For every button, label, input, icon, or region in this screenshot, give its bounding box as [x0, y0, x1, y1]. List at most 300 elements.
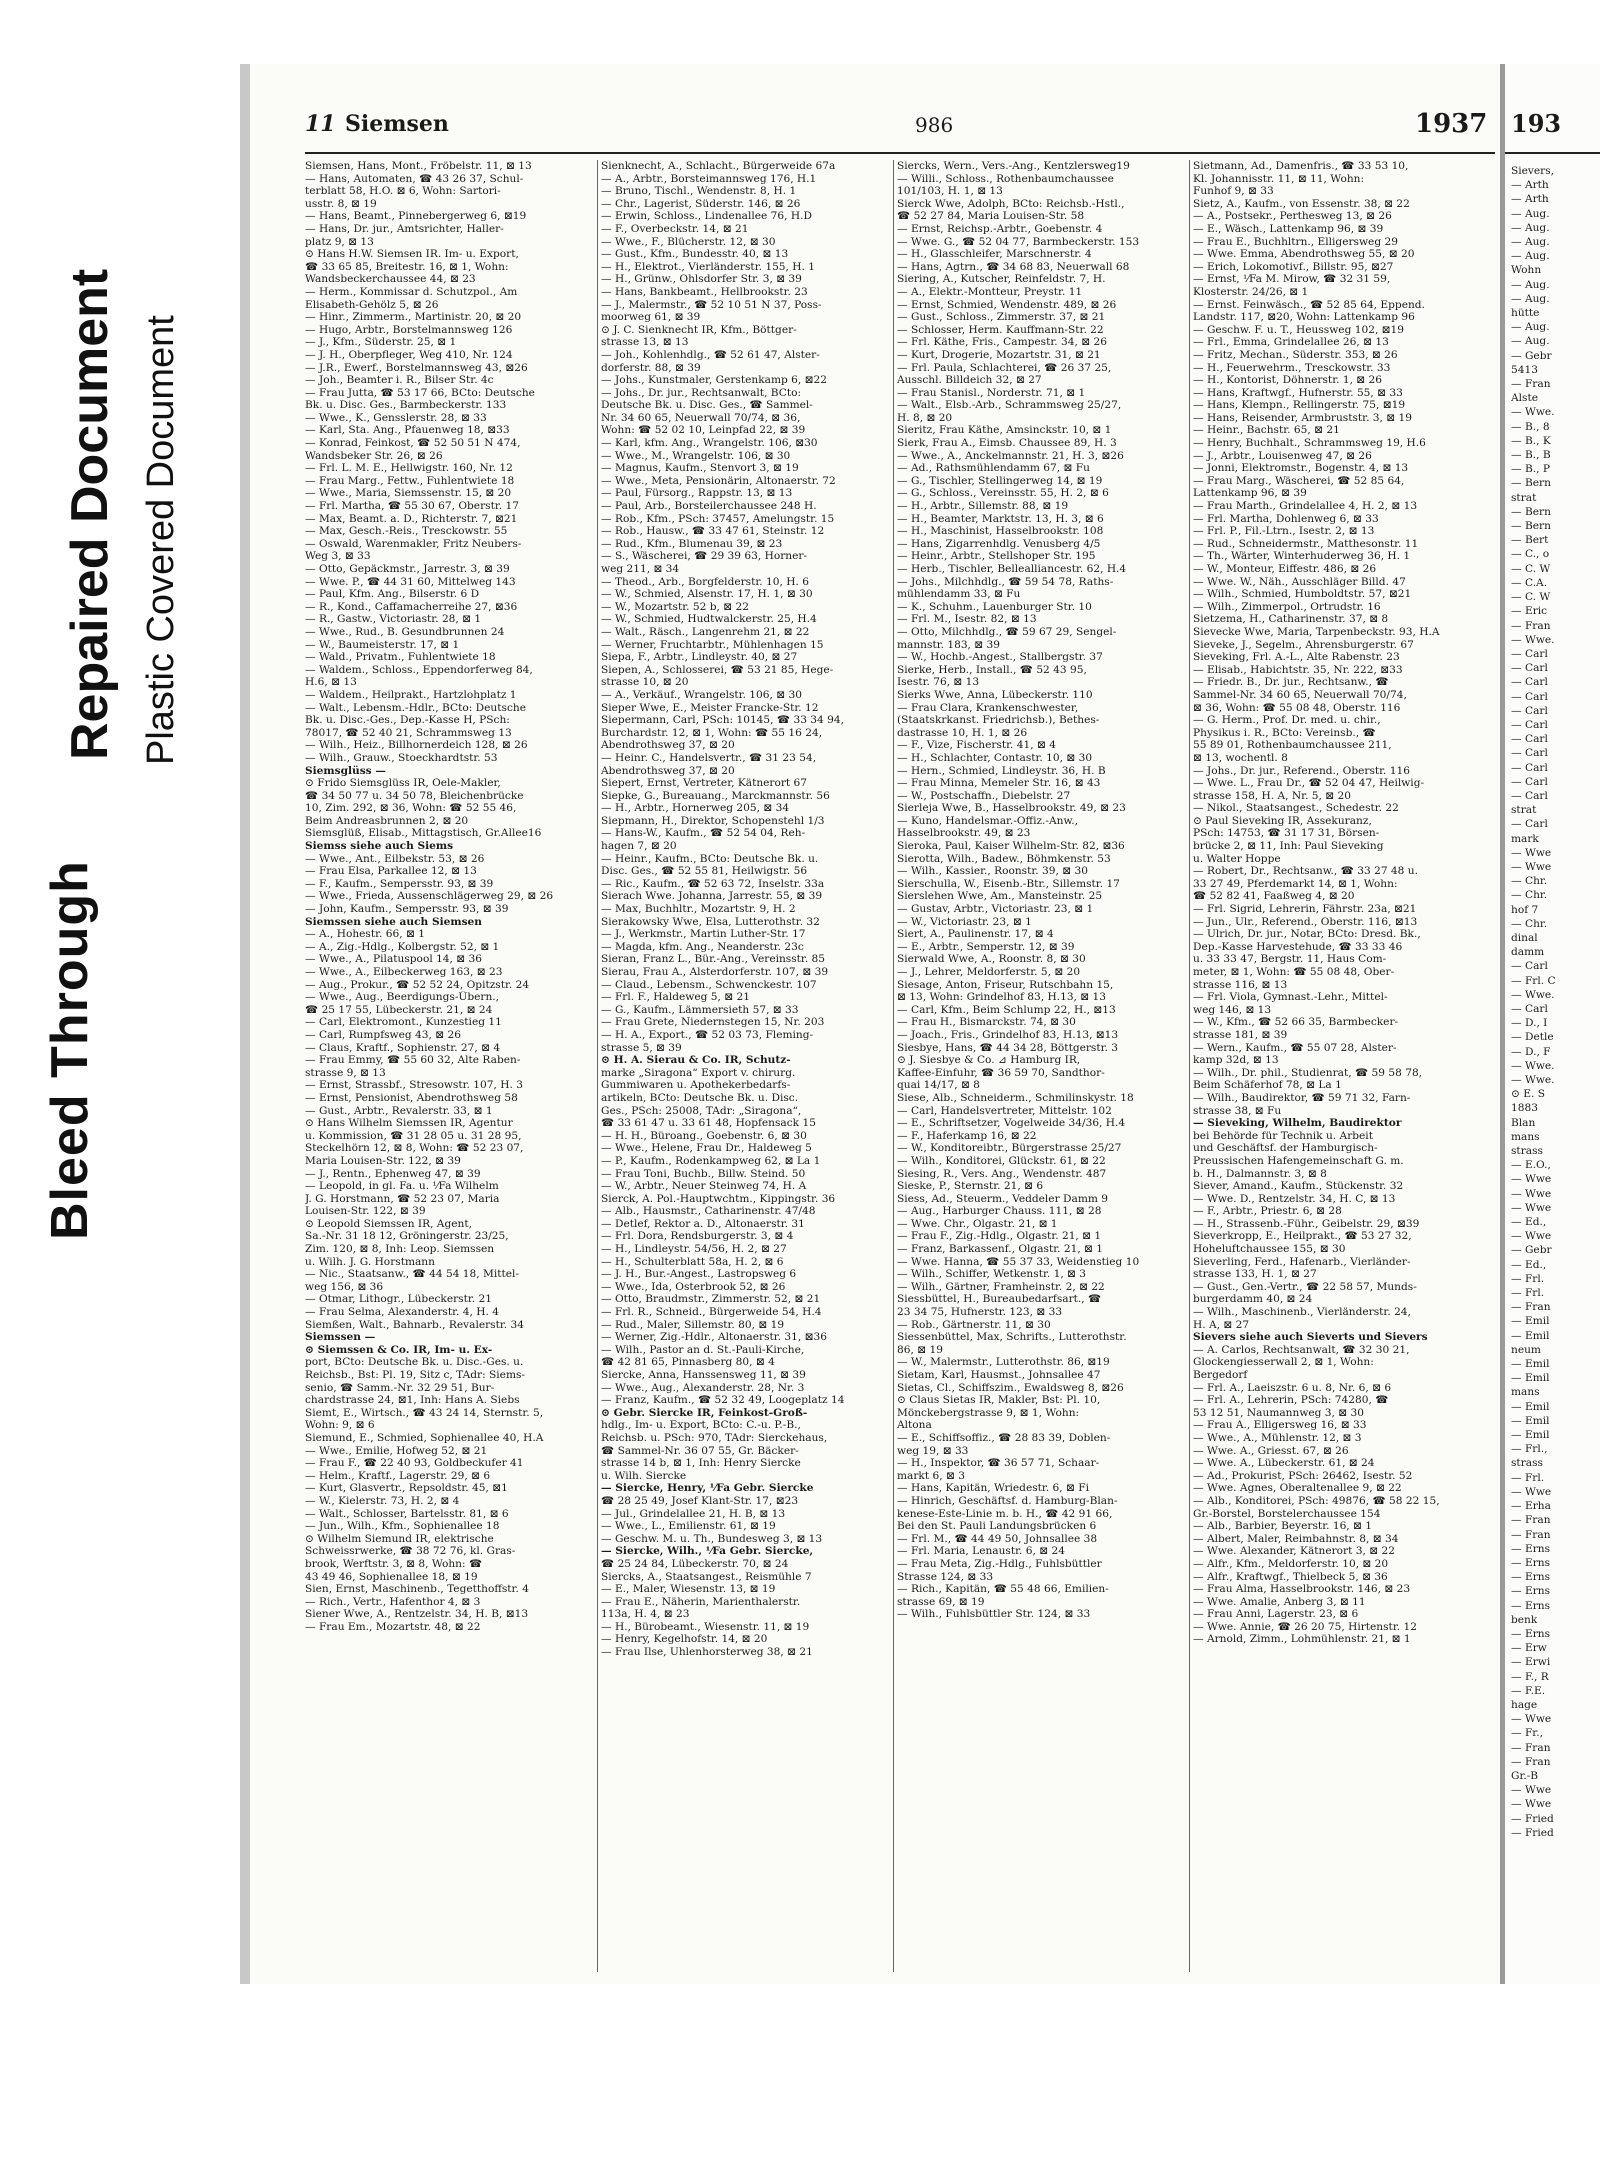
directory-entry: Sierck, A. Pol.-Hauptwchtm., Kippingstr. 36 [601, 1192, 836, 1205]
directory-entry: strasse 9, ⊠ 13 [305, 1066, 386, 1079]
directory-entry: — Franz, Barkassenf., Olgastr. 21, ⊠ 1 [897, 1243, 1104, 1256]
directory-entry: Siemt, E., Wirtsch., ☎ 43 24 14, Sternstr. 5, [305, 1406, 544, 1419]
directory-entry: Ausschl. Billdeich 32, ⊠ 27 [897, 374, 1042, 387]
directory-entry: Kaffee-Einfuhr, ☎ 36 59 70, Sandthor- [897, 1066, 1105, 1079]
directory-entry: Sierakowsky Wwe, Elsa, Lutterothstr. 32 [601, 915, 820, 928]
directory-entry: — Wilh., Heiz., Billhornerdeich 128, ⊠ 26 [305, 739, 528, 752]
directory-entry: — Ric., Kaufm., ☎ 52 63 72, Inselstr. 33a [601, 877, 825, 890]
directory-entry: — K., Schuhm., Lauenburger Str. 10 [897, 600, 1092, 613]
adjacent-entry: neum [1511, 1343, 1541, 1356]
directory-entry: ☎ Sammel-Nr. 36 07 55, Gr. Bäcker- [601, 1444, 799, 1457]
adjacent-entry: — Wwe [1511, 846, 1552, 859]
adjacent-entry: — Erns [1511, 1571, 1551, 1584]
directory-entry: — Friedr. B., Dr. jur., Rechtsanw., ☎ [1193, 676, 1389, 689]
directory-entry: ⊙ H. A. Sierau & Co. IR, Schutz- [601, 1054, 791, 1067]
directory-entry: mühlendamm 33, ⊠ Fu [897, 588, 1021, 601]
directory-entry: Siepermann, Carl, PSch: 10145, ☎ 33 34 94, [601, 714, 844, 727]
directory-entry: Siesage, Anton, Friseur, Rutschbahn 15, [897, 978, 1114, 991]
directory-entry: strasse 158, H. A, Nr. 5, ⊠ 20 [1193, 789, 1352, 802]
adjacent-entry: — Ed., [1511, 1258, 1547, 1271]
directory-entry: — Wilh., Baudirektor, ☎ 59 71 32, Farn- [1193, 1091, 1411, 1104]
directory-entry: 10, Zim. 292, ⊠ 36, Wohn: ☎ 52 55 46, [305, 802, 517, 815]
adjacent-page-entries [1511, 164, 1600, 1840]
directory-entry: kamp 32d, ⊠ 13 [1193, 1054, 1279, 1067]
directory-entry: — Wwe., A., Anckelmannstr. 21, H. 3, ⊠26 [897, 449, 1124, 462]
directory-entry: — Frl. P., Fil.-Ltrn., Isestr. 2, ⊠ 13 [1193, 525, 1375, 538]
directory-entry: — Frl. M., Isestr. 82, ⊠ 13 [897, 613, 1037, 626]
directory-entry: strasse 5, ⊠ 39 [601, 1041, 682, 1054]
directory-entry: — Karl, kfm. Ang., Wrangelstr. 106, ⊠30 [601, 437, 818, 450]
directory-entry: — Jun., Wilh., Kfm., Sophienallee 18 [305, 1520, 500, 1533]
adjacent-entry: — Wwe [1511, 1713, 1552, 1726]
directory-entry: — Otto, Braudmstr., Zimmerstr. 52, ⊠ 21 [601, 1293, 821, 1306]
directory-entry: — Wwe., Maria, Siemssenstr. 15, ⊠ 20 [305, 487, 512, 500]
directory-entry: Siemssen — [305, 1331, 376, 1344]
page-header [305, 109, 1495, 149]
directory-entry: — A. Carlos, Rechtsanwalt, ☎ 32 30 21, [1193, 1343, 1410, 1356]
adjacent-entry: — E.O., [1511, 1159, 1551, 1172]
directory-entry: Wandsbeker Str. 26, ⊠ 26 [305, 449, 443, 462]
adjacent-entry: — C. W [1511, 591, 1551, 604]
directory-entry: — Wwe. Amalie, Anberg 3, ⊠ 11 [1193, 1595, 1366, 1608]
directory-entry: — W., Monteur, Eiffestr. 486, ⊠ 26 [1193, 563, 1377, 575]
directory-entry: Siese, Alb., Schneiderm., Schmilinskystr. 18 [897, 1091, 1134, 1104]
adjacent-entry: — Wwe. [1511, 1059, 1555, 1072]
adjacent-entry: — Fran [1511, 1514, 1551, 1527]
directory-entry: ☎ 28 25 49, Josef Klant-Str. 17, ⊠23 [601, 1494, 799, 1507]
directory-entry: u. Wilh. Siercke [601, 1469, 687, 1482]
directory-entry: Lattenkamp 96, ⊠ 39 [1193, 487, 1307, 500]
adjacent-entry: strass [1511, 1457, 1543, 1470]
directory-entry: — Frau Selma, Alexanderstr. 4, H. 4 [305, 1306, 499, 1319]
directory-entry: — Frl., Emma, Grindelallee 26, ⊠ 13 [1193, 336, 1389, 349]
directory-entry: mannstr. 183, ⊠ 39 [897, 638, 1001, 651]
directory-entry: Siercks, Wern., Vers.-Ang., Kentzlersweg19 [897, 160, 1130, 172]
directory-entry: — W., Postschaffn., Diebelstr. 27 [897, 789, 1071, 802]
directory-entry: — Wwe., L., Emilienstr. 61, ⊠ 19 [601, 1520, 776, 1533]
directory-entry: Siesbye, Hans, ☎ 44 34 28, Böttgerstr. 3 [897, 1041, 1119, 1054]
directory-entry: Steckelhörn 12, ⊠ 8, Wohn: ☎ 52 23 07, [305, 1142, 524, 1155]
adjacent-entry: — Gebr [1511, 349, 1552, 362]
directory-entry: — G., Kaufm., Lämmersieth 57, ⊠ 33 [601, 1003, 799, 1016]
directory-entry: Maria Louisen-Str. 122, ⊠ 39 [305, 1154, 461, 1167]
directory-entry: — Wwe., K., Gensslerstr. 28, ⊠ 33 [305, 411, 487, 424]
directory-entry: — F., Kaufm., Sempersstr. 93, ⊠ 39 [305, 877, 494, 890]
directory-entry: — H., Glasschleifer, Marschnerstr. 4 [897, 248, 1092, 261]
directory-entry: — Hans, Dr. jur., Amtsrichter, Haller- [305, 222, 504, 235]
directory-entry: — Frl. Käthe, Fris., Campestr. 34, ⊠ 26 [897, 336, 1107, 349]
directory-entry: — Frau Meta, Zig.-Hdlg., Fuhlsbüttler [897, 1557, 1102, 1570]
directory-entry: — Elisab., Habichtstr. 35, Nr. 222, ⊠33 [1193, 663, 1403, 676]
directory-entry: Sierks Wwe, Anna, Lübeckerstr. 110 [897, 688, 1093, 701]
adjacent-entry: Wohn [1511, 264, 1542, 277]
directory-entry: strasse 38, ⊠ Fu [1193, 1104, 1282, 1117]
directory-entry: ⊠ 36, Wohn: ☎ 55 08 48, Oberstr. 116 [1193, 701, 1401, 714]
directory-entry: — Nic., Staatsanw., ☎ 44 54 18, Mittel- [305, 1268, 520, 1281]
adjacent-entry: — C.A. [1511, 576, 1548, 589]
directory-entry: ☎ 52 82 41, Faaßweg 4, ⊠ 20 [1193, 890, 1355, 903]
directory-entry: Siemßen, Walt., Bahnarb., Revalerstr. 34 [305, 1318, 524, 1331]
directory-entry: — Walt., Elsb.-Arb., Schrammsweg 25/27, [897, 399, 1122, 412]
directory-entry: Siess, Ad., Steuerm., Veddeler Damm 9 [897, 1192, 1109, 1205]
directory-entry: — Aug., Prokur., ☎ 52 52 24, Opitzstr. 24 [305, 978, 530, 991]
directory-entry: ☎ 25 24 84, Lübeckerstr. 70, ⊠ 24 [601, 1557, 789, 1570]
directory-entry: — Wwe., M., Wrangelstr. 106, ⊠ 30 [601, 449, 791, 462]
directory-entry: — J., Arbtr., Louisenweg 47, ⊠ 26 [1193, 449, 1372, 462]
directory-entry: — Oswald, Warenmakler, Fritz Neubers- [305, 537, 522, 550]
directory-entry: — Heinr., Kaufm., BCto: Deutsche Bk. u. [601, 852, 819, 865]
directory-entry: — Wwe. L., Frau Dr., ☎ 52 04 47, Heilwig- [1193, 777, 1425, 790]
directory-entry: Siessbüttel, H., Bureaubedarfsart., ☎ [897, 1293, 1102, 1306]
directory-entry: Siessenbüttel, Max, Schrifts., Lutterothstr. [897, 1331, 1127, 1344]
adjacent-entry: — Wwe [1511, 1173, 1552, 1186]
directory-entry: — Frau Elsa, Parkallee 12, ⊠ 13 [305, 865, 477, 878]
directory-entry: — Fritz, Mechan., Süderstr. 353, ⊠ 26 [1193, 348, 1398, 361]
adjacent-entry: — Emil [1511, 1358, 1550, 1371]
directory-entry: — Frau F., ☎ 22 40 93, Goldbeckufer 41 [305, 1457, 524, 1470]
directory-entry: weg 156, ⊠ 36 [305, 1280, 384, 1293]
directory-entry: Bk. u. Disc. Ges., Barmbeckerstr. 133 [305, 399, 507, 412]
directory-entry: — Paul, Arb., Borsteilerchaussee 248 H. [601, 500, 817, 513]
directory-entry: — Otto, Gepäckmstr., Jarrestr. 3, ⊠ 39 [305, 563, 510, 575]
directory-entry: — Carl, Kfm., Beim Schlump 22, H., ⊠13 [897, 1003, 1116, 1016]
directory-entry: — Frau A., Elligersweg 16, ⊠ 33 [1193, 1419, 1367, 1432]
directory-entry: — Walt., Schlosser, Bartelsstr. 81, ⊠ 6 [305, 1507, 509, 1520]
directory-entry: — Frau Toni, Buchb., Billw. Steind. 50 [601, 1167, 806, 1180]
directory-entry: — P., Kaufm., Rodenkampweg 62, ⊠ La 1 [601, 1154, 821, 1167]
directory-entry: — Schlosser, Herm. Kauffmann-Str. 22 [897, 323, 1104, 336]
directory-entry: brücke 2, ⊠ 11, Inh: Paul Sieveking [1193, 840, 1384, 853]
scanned-page-area [240, 64, 1600, 1984]
directory-entry: Deutsche Bk. u. Disc. Ges., ☎ Sammel- [601, 399, 813, 412]
column-divider [1189, 160, 1190, 1972]
directory-entry: ⊙ Wilhelm Siemund IR, elektrische [305, 1532, 494, 1545]
directory-entry: — Frau E., Näherin, Marienthalerstr. [601, 1595, 801, 1608]
directory-entry: u. 33 33 47, Bergstr. 11, Haus Com- [1193, 953, 1387, 966]
directory-entry: — Wilh., Schmied, Humboldtstr. 57, ⊠21 [1193, 588, 1412, 601]
directory-entry: — Hans, Automaten, ☎ 43 26 37, Schul- [305, 172, 524, 185]
directory-entry: — J., Lehrer, Meldorferstr. 5, ⊠ 20 [897, 966, 1081, 978]
directory-entry: — Ad., Rathsmühlendamm 67, ⊠ Fu [897, 462, 1090, 475]
directory-entry: — Detlef, Rektor a. D., Altonaerstr. 31 [601, 1217, 805, 1230]
directory-entry: 55 89 01, Rothenbaumchaussee 211, [1193, 739, 1392, 752]
directory-entry: ⊙ Siemssen & Co. IR, Im- u. Ex- [305, 1343, 493, 1356]
directory-entry: Siercks, A., Staatsangest., Reismühle 7 [601, 1570, 812, 1583]
directory-entry: — Frau Marg., Fettw., Fuhlentwiete 18 [305, 474, 515, 487]
directory-entry: chardstrasse 24, ⊠1, Inh: Hans A. Siebs [305, 1394, 520, 1407]
directory-entry: — H., Schulterblatt 58a, H. 2, ⊠ 6 [601, 1255, 784, 1268]
directory-entry: — H., Inspektor, ☎ 36 57 71, Schaar- [897, 1457, 1100, 1470]
directory-entry: — Frau Alma, Hasselbrookstr. 146, ⊠ 23 [1193, 1583, 1411, 1596]
adjacent-entry: — Emil [1511, 1315, 1550, 1328]
directory-entry: — Carl, Rumpfsweg 43, ⊠ 26 [305, 1028, 461, 1041]
adjacent-entry: — Aug. [1511, 221, 1550, 234]
directory-entry: Reichsb. u. PSch: 970, TAdr: Sierckehaus, [601, 1431, 828, 1444]
adjacent-entry: — Chr. [1511, 917, 1548, 930]
directory-entry: — Hans, Kapitän, Wriedestr. 6, ⊠ Fi [897, 1482, 1090, 1495]
directory-entry: Sieveking, Frl. A.-L., Alte Rabenstr. 23 [1193, 651, 1400, 664]
directory-entry: Landstr. 117, ⊠20, Wohn: Lattenkamp 96 [1193, 311, 1415, 324]
directory-entry: Sievecke Wwe, Maria, Tarpenbeckstr. 93, H.A [1193, 625, 1440, 638]
directory-entry: — W., Mozartstr. 52 b, ⊠ 22 [601, 600, 749, 613]
directory-entry: — Th., Wärter, Winterhuderweg 36, H. 1 [1193, 550, 1411, 563]
directory-entry: Sietam, Karl, Hausmst., Johnsallee 47 [897, 1369, 1101, 1381]
directory-entry: — Heinr., Bachstr. 65, ⊠ 21 [1193, 424, 1340, 437]
directory-entry: J. G. Horstmann, ☎ 52 23 07, Maria [305, 1192, 500, 1205]
adjacent-entry: — Aug. [1511, 321, 1550, 334]
directory-entry: — Rich., Kapitän, ☎ 55 48 66, Emilien- [897, 1583, 1109, 1596]
directory-entry: Siemund, E., Schmied, Sophienallee 40, H.A [305, 1431, 544, 1444]
directory-entry: Sierke, Herb., Install., ☎ 52 43 95, [897, 663, 1087, 676]
adjacent-entry: — Aug. [1511, 250, 1550, 263]
adjacent-entry: — Emil [1511, 1329, 1550, 1342]
directory-entry: — Jun., Ulr., Referend., Oberstr. 116, ⊠13 [1193, 915, 1418, 928]
directory-entry: Burchardstr. 12, ⊠ 1, Wohn: ☎ 55 16 24, [601, 726, 823, 739]
directory-entry: — Ernst, ⅟Fa M. Mirow, ☎ 32 31 59, [1193, 273, 1391, 286]
adjacent-entry: — Emil [1511, 1372, 1550, 1385]
directory-entry: dorferstr. 88, ⊠ 39 [601, 361, 701, 374]
directory-entry: Nr. 34 60 65, Neuerwall 70/74, ⊠ 36, [601, 411, 801, 424]
header-year: 1937 [1415, 109, 1488, 139]
directory-entry: — H., Arbtr., Hornerweg 205, ⊠ 34 [601, 802, 790, 815]
directory-entry: — E., Arbtr., Semperstr. 12, ⊠ 39 [897, 940, 1075, 953]
directory-entry: — Wwe. Chr., Olgastr. 21, ⊠ 1 [897, 1217, 1058, 1230]
directory-entry: — H., Grünw., Ohlsdorfer Str. 3, ⊠ 39 [601, 273, 802, 286]
directory-page [250, 64, 1500, 1984]
directory-entry: — G., Schloss., Vereinsstr. 55, H. 2, ⊠ 6 [897, 487, 1109, 500]
adjacent-entry: — Wwe. [1511, 406, 1555, 419]
directory-entry: — Frl. Martha, Dohlenweg 6, ⊠ 33 [1193, 512, 1379, 525]
adjacent-entry: — B., K [1511, 434, 1551, 447]
directory-entry: ⊙ Hans H.W. Siemsen IR. Im- u. Export, [305, 248, 519, 261]
directory-entry: — W., Kielerstr. 73, H. 2, ⊠ 4 [305, 1494, 460, 1507]
directory-entry: — H., Strassenb.-Führ., Geibelstr. 29, ⊠39 [1193, 1217, 1420, 1230]
directory-entry: Sierach Wwe. Johanna, Jarrestr. 55, ⊠ 39 [601, 890, 823, 903]
adjacent-entry: 1883 [1511, 1102, 1538, 1115]
directory-entry: — Frau Minna, Memeler Str. 16, ⊠ 43 [897, 777, 1101, 790]
directory-entry: — Rud., Schneidermstr., Matthesonstr. 11 [1193, 537, 1419, 550]
directory-entry: — Wilh., Fuhlsbüttler Str. 124, ⊠ 33 [897, 1608, 1091, 1621]
adjacent-entry: — Aug. [1511, 207, 1550, 220]
directory-entry: Wandsbeckerchaussee 44, ⊠ 23 [305, 273, 476, 286]
directory-entry: — F., Vize, Fischerstr. 41, ⊠ 4 [897, 739, 1056, 752]
directory-entry: — Frau E., Buchhltrn., Elligersweg 29 [1193, 235, 1398, 248]
directory-entry: u. Walter Hoppe [1193, 852, 1281, 865]
directory-entry: hdlg., Im- u. Export, BCto: C.-u. P.-B., [601, 1419, 801, 1432]
directory-entry: — Arnold, Zimm., Lohmühlenstr. 21, ⊠ 1 [1193, 1633, 1411, 1646]
directory-entry: — Jonni, Elektromstr., Bogenstr. 4, ⊠ 13 [1193, 462, 1409, 475]
directory-entry: — Magda, kfm. Ang., Neanderstr. 23c [601, 940, 804, 953]
directory-entry: H. 8, ⊠ 20 [897, 411, 953, 424]
adjacent-entry: — F.E. [1511, 1684, 1546, 1697]
directory-entry: strasse 13, ⊠ 13 [601, 336, 689, 349]
directory-entry: — Erich, Lokomotivf., Billstr. 95, ⊠27 [1193, 260, 1394, 273]
directory-entry: — Siercke, Henry, ⅟Fa Gebr. Siercke [601, 1482, 814, 1495]
directory-entry: — Wilh., Kassier., Roonstr. 39, ⊠ 30 [897, 865, 1088, 878]
directory-entry: — Frl. R., Schneid., Bürgerweide 54, H.4 [601, 1306, 822, 1319]
directory-entry: — Hans, Klempn., Rellingerstr. 75, ⊠19 [1193, 399, 1406, 412]
adjacent-entry: — Carl [1511, 647, 1548, 660]
directory-entry: — Nikol., Staatsangest., Schedestr. 22 [1193, 802, 1399, 815]
directory-entry: — A., Hohestr. 66, ⊠ 1 [305, 928, 425, 941]
adjacent-entry: — Emil [1511, 1429, 1550, 1442]
directory-entry: Siepen, A., Schlosserei, ☎ 53 21 85, Hege- [601, 663, 834, 676]
directory-entry: — Heinr., Arbtr., Stellshoper Str. 195 [897, 550, 1096, 563]
directory-entry: — Wwe., A., Mühlenstr. 12, ⊠ 3 [1193, 1431, 1362, 1444]
directory-entry: Hasselbrookstr. 49, ⊠ 23 [897, 827, 1031, 840]
adjacent-entry: — Carl [1511, 704, 1548, 717]
adjacent-entry: — Carl [1511, 690, 1548, 703]
directory-entry: — Wilh., Maschinenb., Vierländerstr. 24, [1193, 1306, 1411, 1319]
directory-entry: — Frl. Martha, ☎ 55 30 67, Oberstr. 17 [305, 500, 519, 513]
adjacent-entry: — Arth [1511, 193, 1549, 206]
directory-entry: — H. A., Export., ☎ 52 03 73, Fleming- [601, 1028, 814, 1041]
directory-entry: Siener Wwe, A., Rentzelstr. 34, H. B, ⊠13 [305, 1608, 529, 1621]
directory-entry: weg 146, ⊠ 13 [1193, 1003, 1272, 1016]
repaired-document-label: Repaired Document [61, 268, 119, 760]
adjacent-entry: — Fran [1511, 619, 1551, 632]
adjacent-entry: — Frl., [1511, 1443, 1548, 1456]
directory-entry: — W., Victoriastr. 23, ⊠ 1 [897, 915, 1032, 928]
directory-entry: — Frl. L. M. E., Hellwigstr. 160, Nr. 12 [305, 462, 513, 475]
directory-entry: — R., Kond., Caffamacherreihe 27, ⊠36 [305, 600, 518, 613]
adjacent-entry: Sievers, [1511, 165, 1555, 177]
adjacent-entry: — Fran [1511, 1301, 1551, 1314]
directory-entry: — Gust., Kfm., Bundesstr. 40, ⊠ 13 [601, 248, 789, 261]
directory-entry: — Siercke, Wilh., ⅟Fa Gebr. Siercke, [601, 1545, 814, 1558]
adjacent-entry: — Erw [1511, 1642, 1547, 1655]
directory-entry: ☎ 42 81 65, Pinnasberg 80, ⊠ 4 [601, 1356, 775, 1369]
directory-entry: H.6, ⊠ 13 [305, 676, 357, 689]
directory-entry: — Frau Marth., Grindelallee 4, H. 2, ⊠ 13 [1193, 500, 1418, 513]
directory-entry: — F., Arbtr., Priestr. 6, ⊠ 28 [1193, 1205, 1342, 1218]
directory-entry: Schweissrwerke, ☎ 38 72 76, kl. Gras- [305, 1545, 516, 1558]
directory-entry: — H., Maschinist, Hasselbrookstr. 108 [897, 525, 1104, 538]
adjacent-entry: — Fran [1511, 378, 1551, 391]
adjacent-entry: dinal [1511, 931, 1538, 944]
directory-entry: Elisabeth-Gehölz 5, ⊠ 26 [305, 298, 439, 311]
directory-entry: — J. H., Bur.-Angest., Lastropsweg 6 [601, 1268, 797, 1281]
adjacent-entry: — Carl [1511, 775, 1548, 788]
adjacent-entry: benk [1511, 1613, 1538, 1626]
adjacent-entry: — Erns [1511, 1542, 1551, 1555]
directory-entry: — Carl, Handelsvertreter, Mittelstr. 102 [897, 1104, 1112, 1117]
adjacent-entry: — Chr. [1511, 875, 1548, 888]
adjacent-entry: — Erns [1511, 1627, 1551, 1640]
directory-entry: — Aug., Harburger Chauss. 111, ⊠ 28 [897, 1205, 1102, 1218]
adjacent-entry: Alste [1511, 392, 1539, 405]
directory-entry: Isestr. 76, ⊠ 13 [897, 676, 980, 689]
directory-entry: — Waldem., Heilprakt., Hartzlohplatz 1 [305, 688, 517, 701]
directory-entry: — Wwe. A., Griesst. 67, ⊠ 26 [1193, 1444, 1349, 1457]
directory-entry: hagen 7, ⊠ 20 [601, 840, 677, 853]
adjacent-entry: — Aug. [1511, 292, 1550, 305]
directory-entry: Siercke, Anna, Hanssensweg 11, ⊠ 39 [601, 1369, 806, 1381]
directory-entry: — Frau Stanisl., Norderstr. 71, ⊠ 1 [897, 386, 1086, 399]
adjacent-entry: mark [1511, 832, 1539, 845]
directory-entry: — Wwe., Aug., Alexanderstr. 28, Nr. 3 [601, 1381, 805, 1394]
adjacent-entry: — Emil [1511, 1400, 1550, 1413]
directory-entry: — Kuno, Handelsmar.-Offiz.-Anw., [897, 814, 1079, 827]
directory-entry: Siering, A., Kutscher, Reinfeldstr. 7, H. [897, 273, 1106, 286]
adjacent-entry: — B., P [1511, 463, 1550, 476]
directory-entry: — Theod., Arb., Borgfelderstr. 10, H. 6 [601, 575, 809, 588]
adjacent-entry: — Fran [1511, 1741, 1551, 1754]
adjacent-entry: — Bern [1511, 520, 1551, 533]
directory-entry: 101/103, H. 1, ⊠ 13 [897, 185, 1003, 198]
directory-entry: — Wwe. Annie, ☎ 26 20 75, Hirtenstr. 12 [1193, 1620, 1417, 1633]
directory-entry: — Wwe., Rud., B. Gesundbrunnen 24 [305, 625, 505, 638]
directory-entry: — Karl, Sta. Ang., Pfauenweg 18, ⊠33 [305, 424, 510, 437]
adjacent-entry: — Frl. [1511, 1287, 1545, 1300]
directory-entry: — A., Postsekr., Perthesweg 13, ⊠ 26 [1193, 210, 1392, 223]
directory-entry: — Hern., Schmied, Lindleystr. 36, H. B [897, 764, 1106, 777]
directory-entry: brook, Werftstr. 3, ⊠ 8, Wohn: ☎ [305, 1557, 483, 1570]
directory-column-4 [1193, 160, 1481, 1972]
directory-entry: Sammel-Nr. 34 60 65, Neuerwall 70/74, [1193, 688, 1407, 701]
directory-entry: moorweg 61, ⊠ 39 [601, 311, 701, 324]
directory-entry: quai 14/17, ⊠ 8 [897, 1079, 980, 1092]
directory-entry: — Gust., Schloss., Zimmerstr. 37, ⊠ 21 [897, 311, 1106, 324]
adjacent-entry: — Wwe [1511, 1798, 1552, 1811]
directory-entry: — Wwe., Aug., Beerdigungs-Übern., [305, 991, 500, 1004]
adjacent-entry: — Wwe. [1511, 1074, 1555, 1086]
adjacent-entry: — Bert [1511, 534, 1549, 547]
directory-entry: Klosterstr. 24/26, ⊠ 1 [1193, 285, 1309, 298]
directory-entry: — Max, Gesch.-Reis., Tresckowstr. 55 [305, 525, 508, 538]
adjacent-entry: damm [1511, 946, 1545, 959]
directory-entry: Sierschulla, W., Eisenb.-Btr., Sillemstr. 17 [897, 877, 1120, 890]
directory-entry: — H., Bürobeamt., Wiesenstr. 11, ⊠ 19 [601, 1620, 810, 1633]
directory-entry: — A., Elektr.-Montteur, Preystr. 11 [897, 285, 1083, 298]
directory-entry: dastrasse 10, H. 1, ⊠ 26 [897, 726, 1028, 739]
directory-entry: Dep.-Kasse Harvestehude, ☎ 33 33 46 [1193, 940, 1403, 953]
directory-entry: — Willi., Schloss., Rothenbaumchaussee [897, 172, 1114, 185]
directory-entry: — Helm., Kraftf., Lagerstr. 29, ⊠ 6 [305, 1469, 491, 1482]
directory-entry: — Wilh., Schiffer, Wetkenstr. 1, ⊠ 3 [897, 1268, 1087, 1281]
directory-entry: 53 12 51, Naumannweg 3, ⊠ 30 [1193, 1406, 1365, 1419]
directory-entry: — Rud., Maler, Sillemstr. 80, ⊠ 19 [601, 1318, 785, 1331]
directory-entry: — Werner, Fruchtarbtr., Mühlenhagen 15 [601, 638, 824, 651]
adjacent-entry: — Carl [1511, 662, 1548, 675]
directory-entry: Louisen-Str. 122, ⊠ 39 [305, 1205, 426, 1218]
directory-entry: — Frau F., Zig.-Hdlg., Olgastr. 21, ⊠ 1 [897, 1230, 1102, 1243]
directory-entry: Siepmann, H., Direktor, Schopenstehl 1/3 [601, 814, 825, 827]
directory-entry: — A., Arbtr., Borsteimannsweg 176, H.1 [601, 172, 817, 185]
directory-entry: (Staatskrkanst. Friedrichsb.), Bethes- [897, 714, 1100, 727]
directory-entry: — Frl. Maria, Lenaustr. 6, ⊠ 24 [897, 1545, 1065, 1558]
directory-entry: — Joh., Beamter i. R., Bilser Str. 4c [305, 374, 494, 387]
directory-entry: Sierau, Frau A., Alsterdorferstr. 107, ⊠ 39 [601, 966, 829, 978]
adjacent-entry: — Detle [1511, 1031, 1554, 1044]
adjacent-entry: — Erha [1511, 1500, 1551, 1513]
adjacent-entry: — Chr. [1511, 889, 1548, 902]
directory-entry: — Claus, Kraftf., Sophienstr. 27, ⊠ 4 [305, 1041, 501, 1054]
directory-entry: — J., Werkmstr., Martin Luther-Str. 17 [601, 928, 806, 941]
directory-entry: — Frl. M., ☎ 44 49 50, Johnsallee 38 [897, 1532, 1098, 1545]
adjacent-entry: — Frl. [1511, 1471, 1545, 1484]
adjacent-entry: — Wwe. [1511, 988, 1555, 1001]
directory-entry: Siepa, F., Arbtr., Lindleystr. 40, ⊠ 27 [601, 651, 798, 664]
directory-entry: Funhof 9, ⊠ 33 [1193, 185, 1274, 198]
directory-entry: — A., Zig.-Hdlg., Kolbergstr. 52, ⊠ 1 [305, 940, 500, 953]
directory-entry: — H., Arbtr., Sillemstr. 88, ⊠ 19 [897, 500, 1069, 513]
directory-entry: — E., Schriftsetzer, Vogelweide 34/36, H.4 [897, 1117, 1126, 1130]
directory-entry: Sieroka, Paul, Kaiser Wilhelm-Str. 82, ⊠36 [897, 840, 1125, 853]
directory-entry: markt 6, ⊠ 3 [897, 1469, 965, 1482]
directory-entry: — Wwe. Alexander, Kätnerort 3, ⊠ 22 [1193, 1545, 1395, 1558]
directory-entry: — Werner, Zig.-Hdlr., Altonaerstr. 31, ⊠36 [601, 1331, 827, 1344]
